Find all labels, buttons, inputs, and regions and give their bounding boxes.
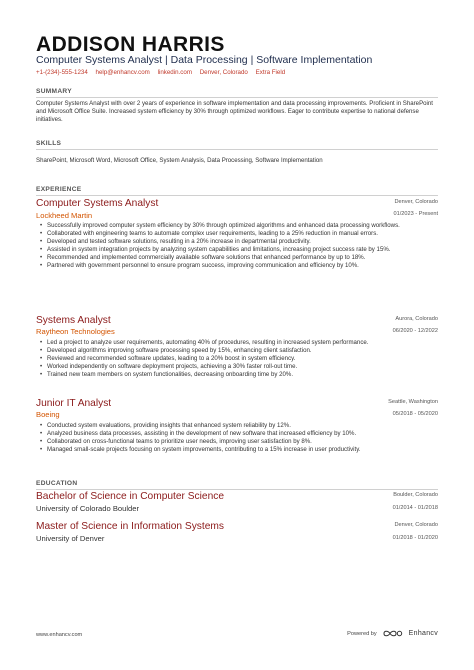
job-bullet: • Developed algorithms improving software processing speed by 15%, enhancing client satisfaction. [40,347,438,355]
summary-heading: SUMMARY [36,88,72,95]
skills-heading: SKILLS [36,140,62,147]
degree-title: Master of Science in Information Systems [36,521,224,532]
job-bullet: • Assisted in system integration projects by analyzing system capabilities and limitations, increasing project success rate by 15%. [40,246,438,254]
job-bullets [40,339,438,379]
enhancv-logo-icon [383,629,403,638]
job-bullet: • Recommended and implemented commercially available software solutions that enhanced performance by up to 18%. [40,254,438,262]
job-bullet: • Partnered with government personnel to ensure program success, improving communication and efficiency by 10%. [40,262,438,270]
job-dates: 05/2018 - 05/2020 [392,411,438,417]
job-dates: 01/2023 - Present [393,211,438,217]
school-name: University of Denver [36,534,105,543]
education-divider [36,489,438,490]
phone-link[interactable]: +1-(234)-555-1234 [36,69,88,76]
job-bullet: • Developed and tested software solutions, resulting in a 20% increase in departmental productivity. [40,238,438,246]
job-bullet: • Analyzed business data processes, assisting in the development of new software that increased efficiency by 10%. [40,430,438,438]
extra-field: Extra Field [255,69,286,76]
job-bullet: • Managed small-scale projects focusing on system improvements, contributing to a 15% increase in user productivity. [40,446,438,454]
job-bullets [40,222,438,269]
job-company: Boeing [36,410,60,419]
powered-by-text: Powered by [347,630,377,637]
job-location: Denver, Colorado [394,199,438,205]
experience-heading: EXPERIENCE [36,186,82,193]
job-company: Lockheed Martin [36,211,93,220]
job-title: Junior IT Analyst [36,398,112,409]
headline: Computer Systems Analyst | Data Processing | Software Implementation [36,54,373,66]
school-name: University of Colorado Boulder [36,504,139,513]
email-link[interactable]: help@enhancv.com [95,69,150,76]
job-title: Computer Systems Analyst [36,198,159,209]
contact-line [36,69,291,76]
education-dates: 01/2014 - 01/2018 [392,505,438,511]
summary-divider [36,97,438,98]
skills-text: SharePoint, Microsoft Word, Microsoft Office, System Analysis, Data Processing, Software Implementation [36,157,323,164]
skills-divider [36,149,438,150]
job-title: Systems Analyst [36,315,111,326]
job-company: Raytheon Technologies [36,327,115,336]
job-bullet: • Worked independently on software deployment projects, achieving a 30% faster roll-out time. [40,363,438,371]
job-bullets [40,422,438,454]
brand-name: Enhancv [408,630,438,637]
job-location: Aurora, Colorado [395,316,438,322]
job-bullet: • Trained new team members on system functionalities, decreasing onboarding time by 20%. [40,371,438,379]
candidate-name: ADDISON HARRIS [36,33,225,56]
education-dates: 01/2018 - 01/2020 [392,535,438,541]
education-location: Denver, Colorado [394,522,438,528]
job-bullet: • Collaborated with engineering teams to automate complex user requirements, leading to a 25% reduction in manual errors. [40,230,438,238]
location-text: Denver, Colorado [199,69,248,76]
summary-text: Computer Systems Analyst with over 2 years of experience in software implementation and data processing improvements. Proficient in SharePoint and Microsoft Office Suite. Increased system efficiency by 30% through optimized workflows. Eager to contribute expertise to national defense initiatives. [36,100,433,124]
job-location: Seattle, Washington [388,399,438,405]
footer-website[interactable]: www.enhancv.com [36,632,83,638]
education-heading: EDUCATION [36,480,78,487]
job-bullet: • Successfully improved computer system efficiency by 30% through optimized algorithms and enhanced data processing workflows. [40,222,438,230]
job-dates: 06/2020 - 12/2022 [392,328,438,334]
footer-branding [347,629,438,638]
experience-divider [36,195,438,196]
education-location: Boulder, Colorado [393,492,438,498]
job-bullet: • Led a project to analyze user requirements, automating 40% of procedures, resulting in increased system performance. [40,339,438,347]
job-bullet: • Conducted system evaluations, providing insights that enhanced system reliability by 12%. [40,422,438,430]
linkedin-link[interactable]: linkedin.com [157,69,192,76]
job-bullet: • Collaborated on cross-functional teams to prioritize user needs, improving user satisfaction by 8%. [40,438,438,446]
degree-title: Bachelor of Science in Computer Science [36,491,225,502]
job-bullet: • Reviewed and recommended software updates, leading to a 20% boost in system efficiency. [40,355,438,363]
